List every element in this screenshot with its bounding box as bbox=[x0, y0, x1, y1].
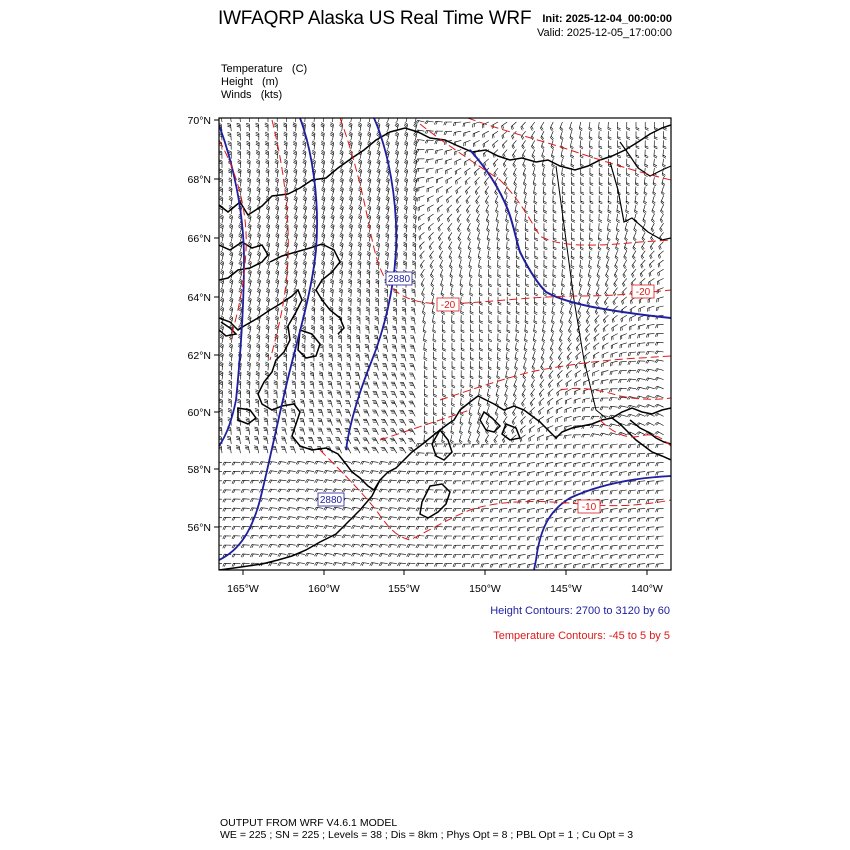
field-height: Height (m) bbox=[221, 76, 279, 88]
height-contour-label: 2880 bbox=[387, 274, 411, 285]
temp-contour-label: -10 bbox=[581, 502, 597, 513]
field-winds: Winds (kts) bbox=[221, 89, 283, 101]
lon-label: 165°W bbox=[227, 583, 259, 595]
longitude-labels bbox=[227, 583, 663, 595]
lon-label: 145°W bbox=[550, 583, 582, 595]
footer-line-1: OUTPUT FROM WRF V4.6.1 MODEL bbox=[220, 817, 398, 829]
lat-label: 56°N bbox=[187, 522, 211, 534]
height-contour-note: Height Contours: 2700 to 3120 by 60 bbox=[490, 605, 670, 617]
lon-label: 155°W bbox=[388, 583, 420, 595]
temp-contour-label: -20 bbox=[440, 300, 456, 311]
valid-time: Valid: 2025-12-05_17:00:00 bbox=[537, 27, 672, 39]
map-title: IWFAQRP Alaska US Real Time WRF bbox=[218, 8, 532, 29]
footer-line-2: WE = 225 ; SN = 225 ; Levels = 38 ; Dis = 8km ; Phys Opt = 8 ; PBL Opt = 1 ; Cu Opt = 3 bbox=[220, 829, 634, 841]
field-temperature: Temperature (C) bbox=[221, 63, 308, 75]
model-footer bbox=[220, 817, 633, 841]
lat-label: 62°N bbox=[187, 350, 211, 362]
lon-label: 150°W bbox=[469, 583, 501, 595]
lon-label: 160°W bbox=[308, 583, 340, 595]
latitude-labels bbox=[188, 115, 211, 534]
temperature-contour-note: Temperature Contours: -45 to 5 by 5 bbox=[493, 630, 670, 642]
lat-label: 68°N bbox=[187, 174, 211, 186]
lat-label: 60°N bbox=[187, 407, 211, 419]
lat-label: 66°N bbox=[187, 233, 211, 245]
init-time: Init: 2025-12-04_00:00:00 bbox=[542, 13, 672, 25]
lat-label: 58°N bbox=[187, 464, 211, 476]
lon-label: 140°W bbox=[631, 583, 663, 595]
lat-label: 70°N bbox=[187, 115, 211, 127]
lat-label: 64°N bbox=[187, 292, 211, 304]
temp-contour-label: -20 bbox=[635, 287, 651, 298]
height-contour-label: 2880 bbox=[319, 495, 343, 506]
